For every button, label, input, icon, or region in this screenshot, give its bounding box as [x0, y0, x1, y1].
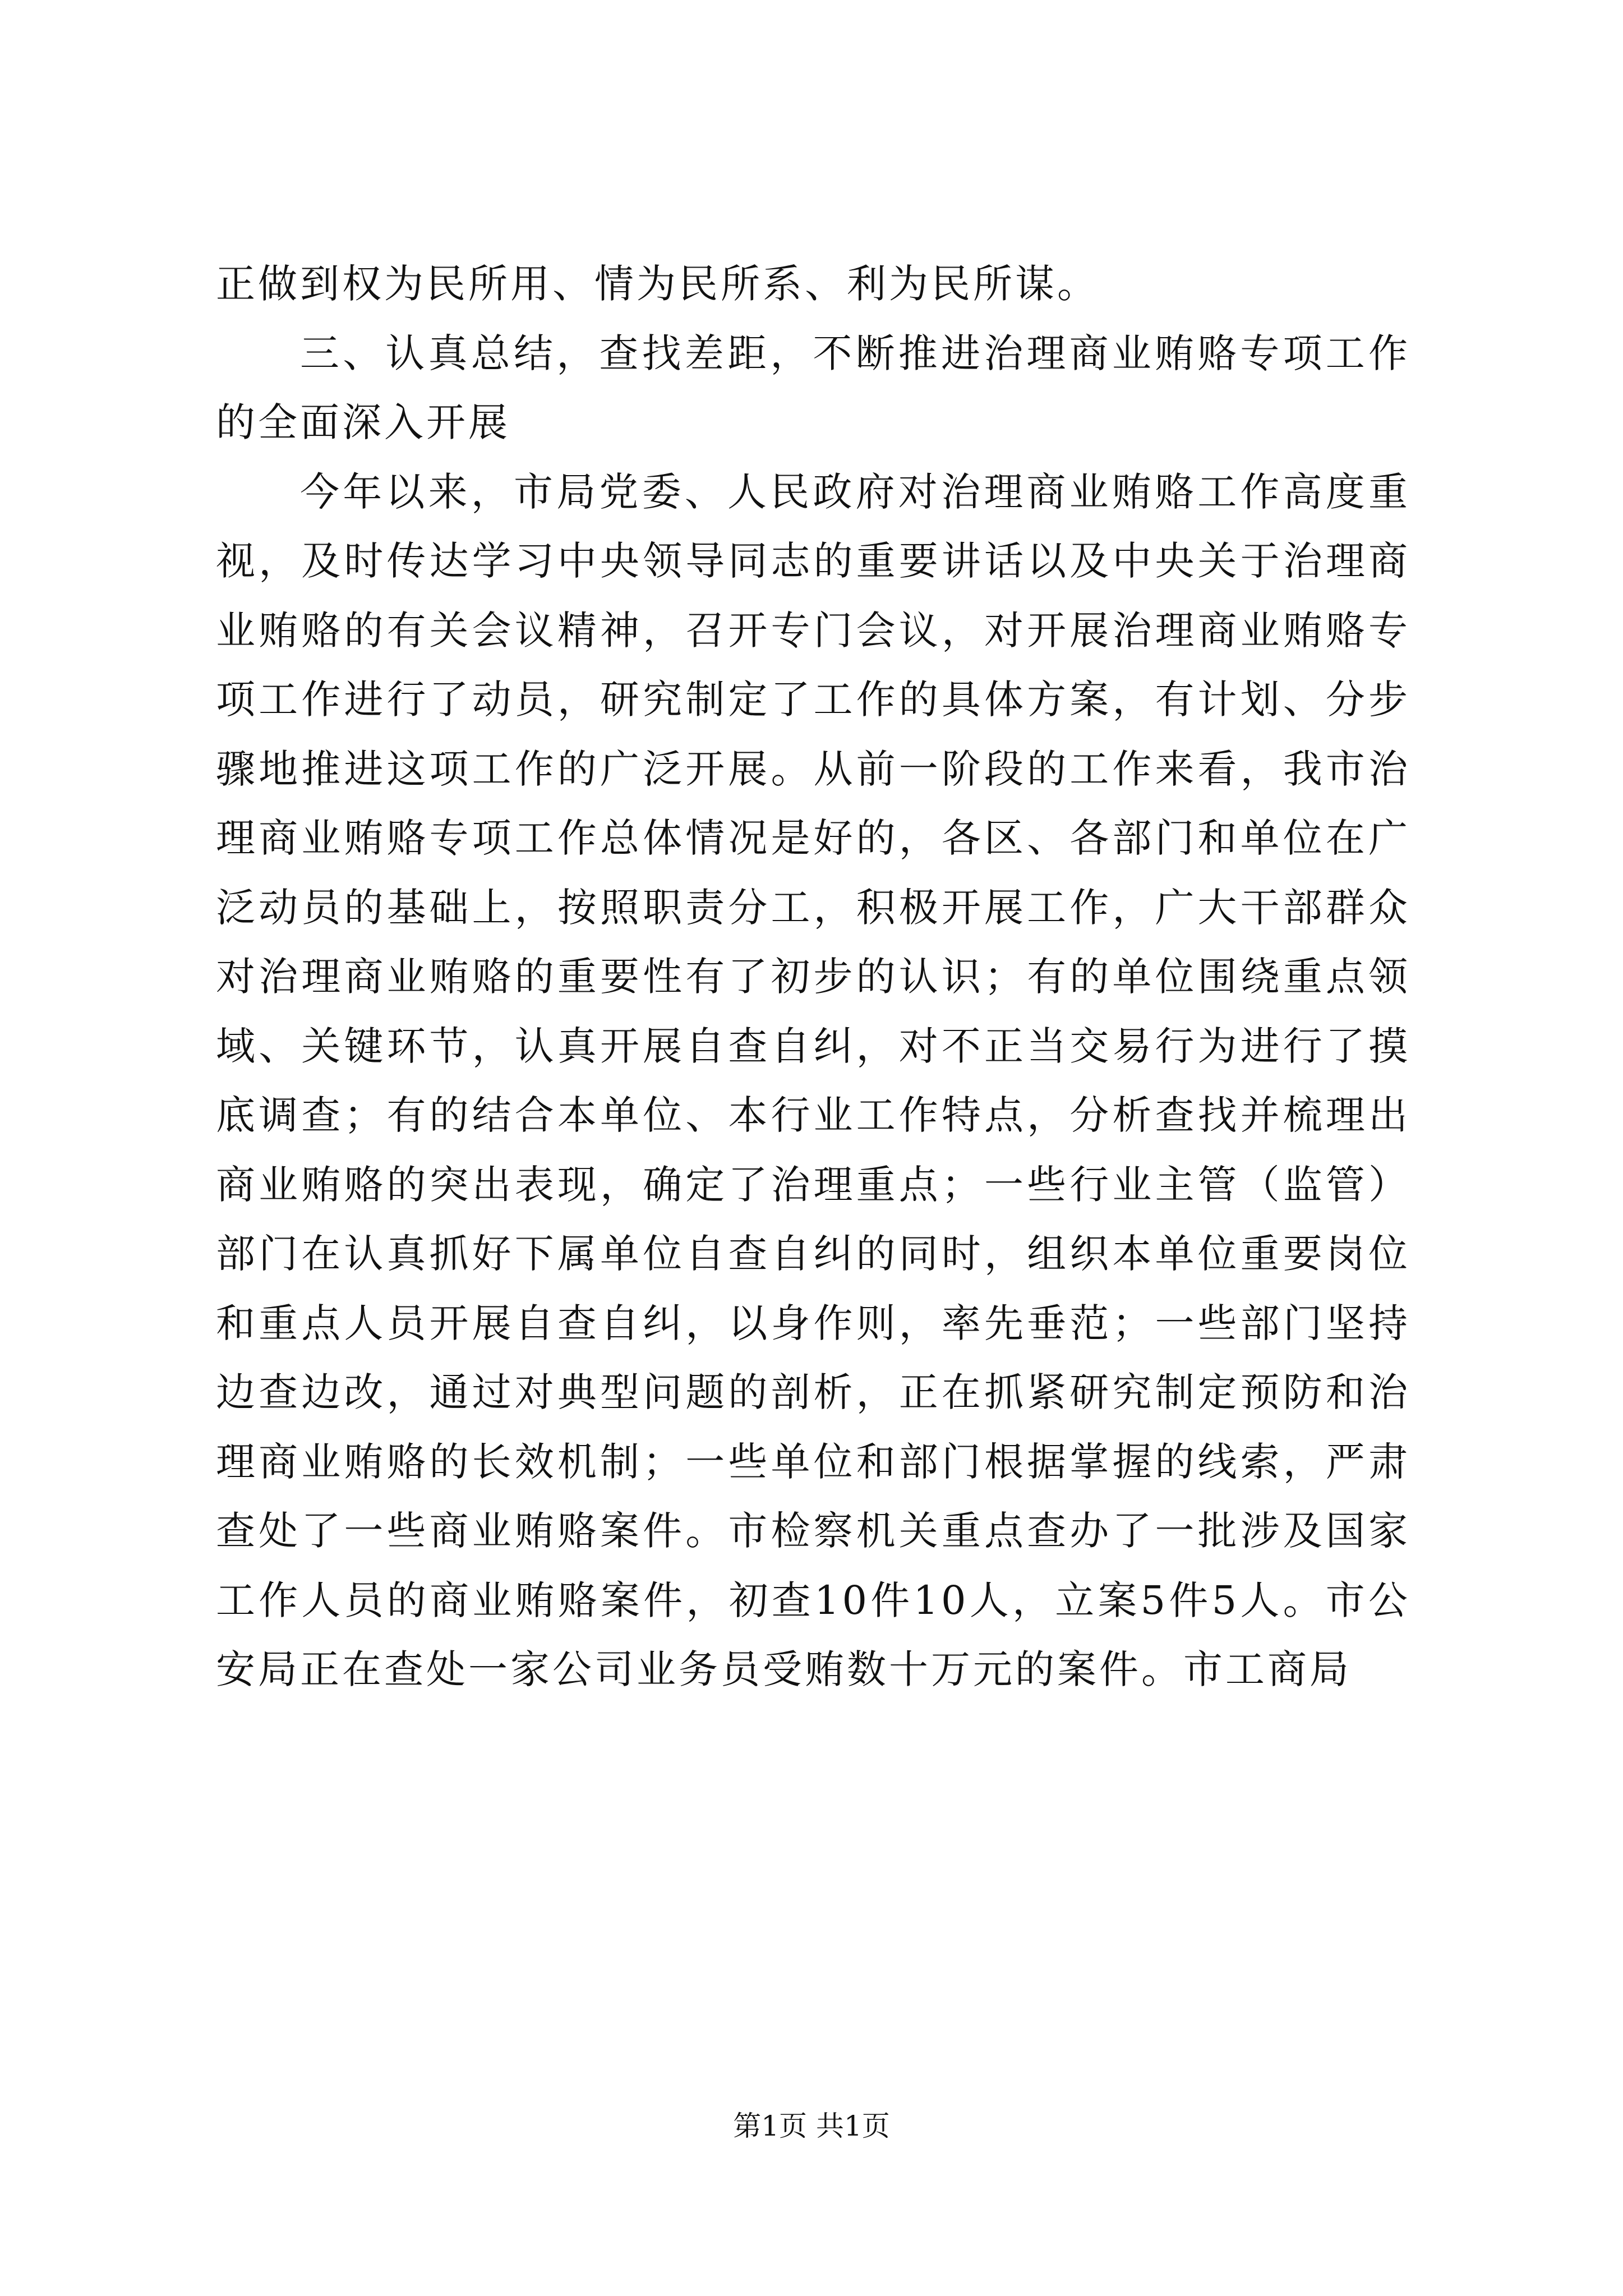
- paragraph-1: 正做到权为民所用、情为民所系、利为民所谋。: [216, 261, 1099, 307]
- page-footer: 第1页 共1页: [733, 2110, 890, 2142]
- paragraph-2: 今年以来，市局党委、人民政府对治理商业贿赂工作高度重视，及时传达学习中央领导同志的重要讲话以及中央关于治理商业贿赂的有关会议精神，召开专门会议，对开展治理商业贿赂专项工作进行了动员，研究制定了工作的具体方案，有计划、分步骤地推进这项工作的广泛开展。从前一阶段的工作来看，我市治理商业贿赂专项工作总体情况是好的，各区、各部门和单位在广泛动员的基础上，按照职责分工，积极开展工作，广大干部群众对治理商业贿赂的重要性有了初步的认识；有的单位围绕重点领域、关键环节，认真开展自查自纠，对不正当交易行为进行了摸底调查；有的结合本单位、本行业工作特点，分析查找并梳理出商业贿赂的突出表现，确定了治理重点；一些行业主管（监管）部门在认真抓好下属单位自查自纠的同时，组织本单位重要岗位和重点人员开展自查自纠，以身作则，率先垂范；一些部门坚持边查边改，通过对典型问题的剖析，正在抓紧研究制定预防和治理商业贿赂的长效机制；一些单位和部门根据掌握的线索，严肃查处了一些商业贿赂案件。市检察机关重点查办了一批涉及国家工作人员的商业贿赂案件，初查10件10人，立案5件5人。市公安局正在查处一家公司业务员受贿数十万元的案件。市工商局: [216, 468, 1410, 1692]
- document-body: [216, 250, 1410, 1705]
- section-heading-3: 三、认真总结，查找差距，不断推进治理商业贿赂专项工作的全面深入开展: [216, 330, 1410, 445]
